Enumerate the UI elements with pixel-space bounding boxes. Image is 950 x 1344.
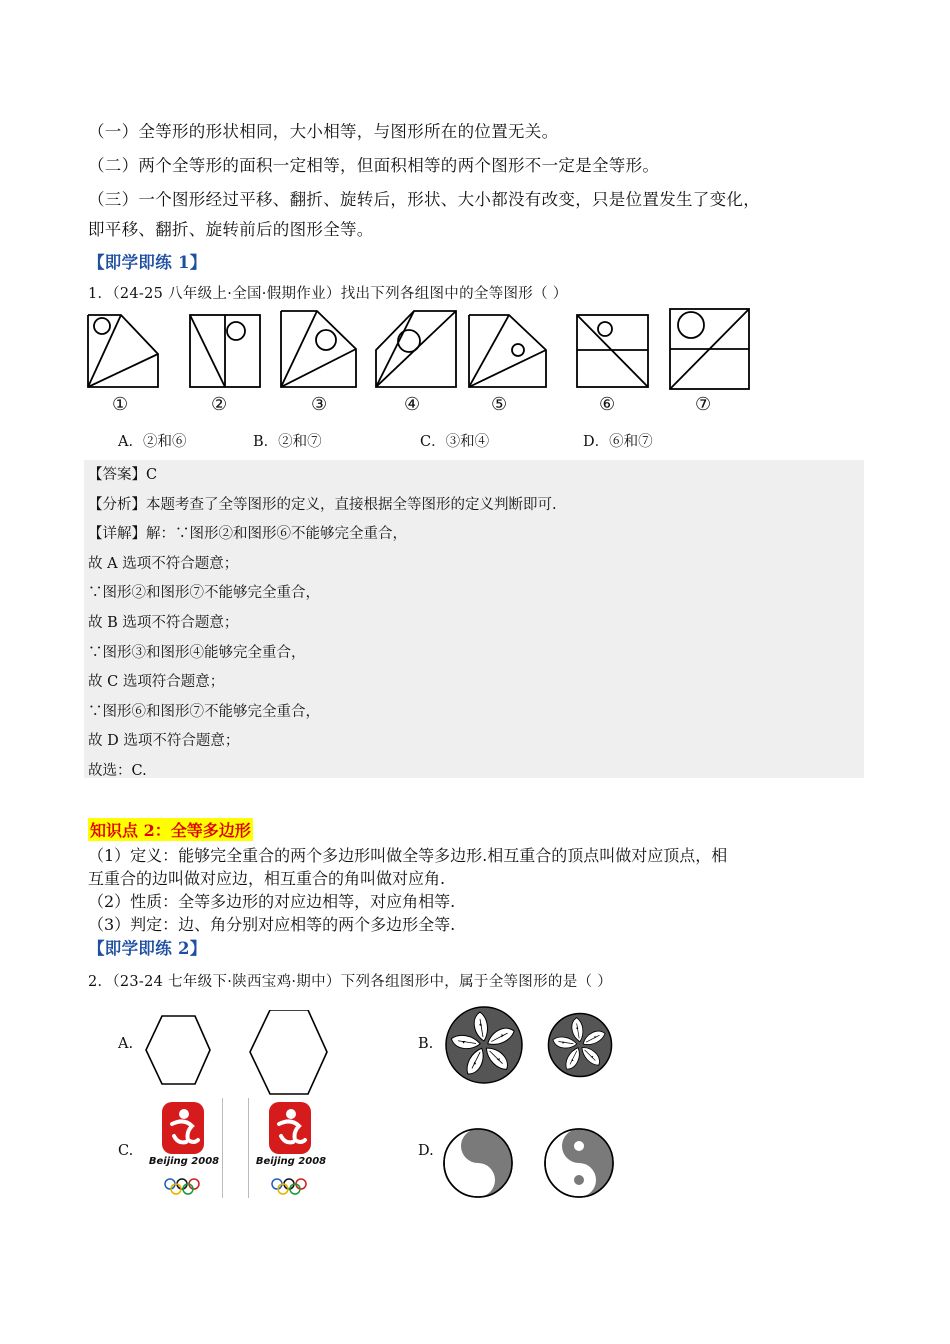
figure-label-3: ③ <box>311 394 328 415</box>
figure-label-7: ⑦ <box>695 394 712 415</box>
flower-large <box>446 1007 522 1083</box>
analysis-line: 【分析】本题考查了全等图形的定义，直接根据全等图形的定义判断即可. <box>88 497 557 513</box>
detail-line-7: ∵图形⑥和图形⑦不能够完全重合， <box>88 704 320 720</box>
option-b: B．②和⑦ <box>253 434 322 450</box>
option-d-yinyang <box>442 1125 622 1201</box>
detail-line-3: ∵图形②和图形⑦不能够完全重合， <box>88 585 320 601</box>
beijing-emblem-2 <box>249 1098 327 1198</box>
large-hexagon <box>250 1010 327 1094</box>
question-1-figures <box>84 305 764 423</box>
beijing-logo-1 <box>144 1098 223 1198</box>
kp2-line-2: 互重合的边叫做对应边，相互重合的角叫做对应角. <box>88 869 446 888</box>
knowledge-point-2-title: 知识点 2：全等多边形 <box>88 818 253 841</box>
beijing-emblem-1 <box>144 1098 222 1198</box>
figure-label-5: ⑤ <box>491 394 508 415</box>
figure-6 <box>577 315 648 387</box>
figure-label-4: ④ <box>404 394 421 415</box>
figure-5 <box>469 315 546 387</box>
detail-line-1: 【详解】解：∵图形②和图形⑥不能够完全重合， <box>88 526 407 542</box>
intro-paragraph-3b: 即平移、翻折、旋转前后的图形全等。 <box>88 220 374 239</box>
q2-option-a-label: A. <box>118 1036 134 1052</box>
yinyang-1 <box>444 1129 512 1197</box>
practice-2-heading: 【即学即练 2】 <box>88 939 207 958</box>
figure-7 <box>670 309 749 389</box>
figure-4 <box>376 311 456 387</box>
figure-label-6: ⑥ <box>599 394 616 415</box>
practice-1-heading: 【即学即练 1】 <box>88 253 207 272</box>
figure-2 <box>190 315 260 387</box>
figure-1 <box>88 315 158 387</box>
option-b-flowers <box>444 1003 616 1089</box>
option-a-hexagons <box>142 1010 332 1100</box>
figure-label-2: ② <box>211 394 228 415</box>
option-c: C．③和④ <box>420 434 490 450</box>
figure-3 <box>281 311 356 387</box>
detail-line-6: 故 C 选项符合题意； <box>88 674 225 690</box>
intro-paragraph-3a: （三）一个图形经过平移、翻折、旋转后，形状、大小都没有改变，只是位置发生了变化， <box>88 190 760 209</box>
option-a: A．②和⑥ <box>118 434 187 450</box>
intro-paragraph-1: （一）全等形的形状相同，大小相等，与图形所在的位置无关。 <box>88 122 559 141</box>
question-2-text: 2．（23-24 七年级下·陕西宝鸡·期中）下列各组图形中，属于全等图形的是（ ） <box>88 974 613 990</box>
flower-small <box>548 1013 611 1076</box>
answer-line: 【答案】C <box>88 467 158 483</box>
figure-label-1: ① <box>112 394 129 415</box>
intro-paragraph-2: （二）两个全等形的面积一定相等，但面积相等的两个图形不一定是全等形。 <box>88 156 660 175</box>
question-1-text: 1．（24-25 八年级上·全国·假期作业）找出下列各组图中的全等图形（ ） <box>88 286 568 302</box>
detail-line-8: 故 D 选项不符合题意； <box>88 733 240 749</box>
beijing-text-2: Beijing 2008 <box>255 1156 327 1167</box>
solution-box <box>84 460 864 778</box>
small-hexagon <box>146 1016 210 1084</box>
kp2-line-4: （3）判定：边、角分别对应相等的两个多边形全等. <box>88 915 456 934</box>
option-d: D．⑥和⑦ <box>583 434 653 450</box>
detail-line-4: 故 B 选项不符合题意； <box>88 615 239 631</box>
detail-line-9: 故选：C. <box>88 763 147 779</box>
detail-line-5: ∵图形③和图形④能够完全重合， <box>88 645 306 661</box>
yinyang-2 <box>545 1129 613 1197</box>
beijing-logo-2 <box>248 1098 327 1198</box>
kp2-line-3: （2）性质：全等多边形的对应边相等，对应角相等. <box>88 892 456 911</box>
kp2-line-1: （1）定义：能够完全重合的两个多边形叫做全等多边形.相互重合的顶点叫做对应顶点，相 <box>88 846 728 865</box>
beijing-text-1: Beijing 2008 <box>148 1156 220 1167</box>
q2-option-d-label: D. <box>418 1143 434 1159</box>
detail-line-2: 故 A 选项不符合题意； <box>88 556 239 572</box>
q2-option-b-label: B. <box>418 1036 434 1052</box>
q2-option-c-label: C. <box>118 1143 134 1159</box>
